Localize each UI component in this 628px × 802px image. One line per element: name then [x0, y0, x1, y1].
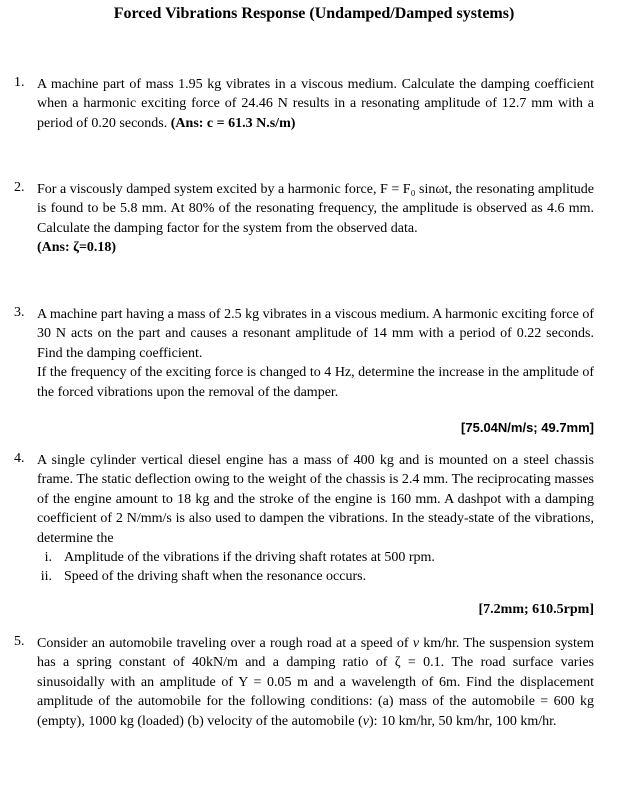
page-title: Forced Vibrations Response (Undamped/Damped systems) — [113, 5, 515, 22]
question-text: For a viscously damped system excited by a harmonic force, F = F₀ sinωt, the resonating amplitude is found to be 5.8 mm. At 80% of the resonating frequency, the amplitude is observed as 4.6 mm. Calculate the damping factor for the system from the observed data. — [37, 182, 594, 236]
question-2 — [14, 180, 594, 258]
list-item-label: i. — [44, 550, 52, 566]
question-number: 1. — [14, 75, 25, 90]
question-text: A machine part of mass 1.95 kg vibrates in a viscous medium. Calculate the damping coefficient when a harmonic exciting force of 24.46 N results in a resonating amplitude of 12.7 mm with a period of 0.20 seconds. — [37, 77, 594, 131]
velocity-variable: v — [412, 636, 420, 651]
question-number: 4. — [14, 451, 25, 466]
list-item-label: ii. — [40, 569, 52, 585]
list-item — [14, 567, 594, 586]
sub-question-list — [14, 548, 594, 587]
answer: [7.2mm; 610.5rpm] — [478, 602, 594, 617]
question-5 — [14, 634, 594, 731]
question-text-continued: If the frequency of the exciting force is changed to 4 Hz, determine the increase in the amplitude of the forced vibrations upon the removal of the damper. — [37, 365, 594, 400]
question-number: 5. — [14, 634, 25, 649]
list-item-text: Amplitude of the vibrations if the driving shaft rotates at 500 rpm. — [64, 550, 435, 566]
question-text: A machine part having a mass of 2.5 kg vibrates in a viscous medium. A harmonic exciting force of 30 N acts on the part and causes a resonant amplitude of 14 mm with a period of 0.22 seconds. Find the damping coefficient. — [37, 307, 594, 361]
question-text: Consider an automobile traveling over a rough road at a speed of — [37, 636, 413, 651]
question-body — [37, 634, 594, 731]
question-body — [37, 75, 594, 133]
question-1 — [14, 75, 594, 133]
question-text: km/hr. The suspension system has a spring constant of 40kN/m and a damping ratio of ζ = 0.1. The road surface varies sinusoidally with an amplitude of Y = 0.05 m and a wavelength of 6m. Find the displacement amplitude of the automobile for the following conditions: (a) mass of the automobile = 600 kg (empty), 1000 kg (loaded) (b) velocity of the automobile ( — [37, 636, 594, 729]
question-text: ): 10 km/hr, 50 km/hr, 100 km/hr. — [369, 713, 557, 729]
question-number: 3. — [14, 305, 25, 320]
question-number: 2. — [14, 180, 25, 195]
question-text: A single cylinder vertical diesel engine has a mass of 400 kg and is mounted on a steel chassis frame. The static deflection owing to the weight of the chassis is 2.4 mm. The reciprocating masses of the engine amount to 18 kg and the stroke of the engine is 160 mm. A dashpot with a damping coefficient of 2 N/mm/s is also used to dampen the vibrations. In the steady-state of the vibrations, determine the — [37, 453, 594, 546]
answer: [75.04N/m/s; 49.7mm] — [461, 420, 594, 435]
question-body — [37, 180, 594, 258]
answer: (Ans: ζ=0.18) — [37, 240, 117, 256]
list-item-text: Speed of the driving shaft when the resonance occurs. — [64, 569, 367, 585]
question-body — [37, 451, 594, 548]
list-item — [14, 548, 594, 567]
answer: (Ans: c = 61.3 N.s/m) — [170, 115, 296, 131]
question-4 — [14, 451, 594, 587]
question-body — [37, 305, 594, 402]
velocity-variable: v — [362, 713, 370, 729]
question-3 — [14, 305, 594, 402]
